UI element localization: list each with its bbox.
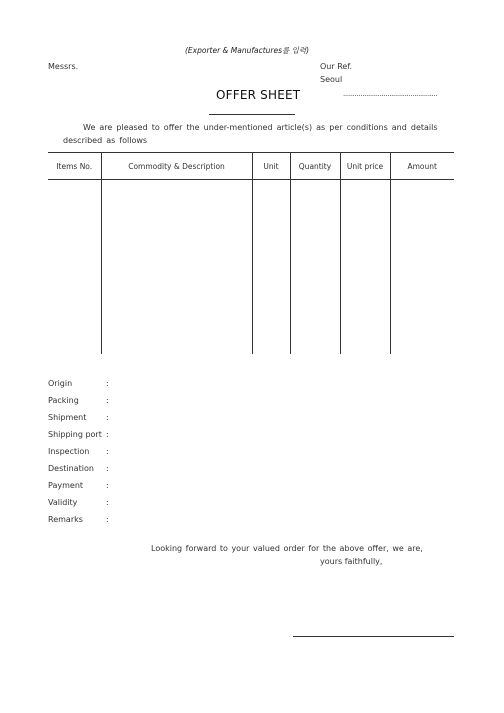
- condition-label-payment: Payment: [48, 481, 84, 490]
- page-title: OFFER SHEET: [216, 88, 301, 102]
- col-header-amount: Amount: [390, 153, 454, 180]
- col-header-unit-price: Unit price: [340, 153, 390, 180]
- condition-label-shipment: Shipment: [48, 413, 87, 422]
- condition-colon: :: [106, 515, 109, 524]
- cell-unit[interactable]: [252, 180, 290, 355]
- col-header-quantity: Quantity: [290, 153, 340, 180]
- messrs-label: Messrs.: [48, 62, 79, 71]
- our-ref-label: Our Ref.: [320, 62, 353, 71]
- condition-label-validity: Validity: [48, 498, 78, 507]
- condition-label-shipping-port: Shipping port: [48, 430, 102, 439]
- condition-colon: :: [106, 498, 109, 507]
- city-label: Seoul: [320, 75, 343, 84]
- exporter-note: (Exporter & Manufactures를 입력): [185, 46, 310, 55]
- closing-line-1: Looking forward to your valued order for the above offer, we are,: [151, 544, 423, 553]
- items-table: [48, 152, 454, 354]
- signature-line: [293, 636, 454, 637]
- intro-line-2: described as follows: [63, 136, 148, 145]
- cell-unit-price[interactable]: [340, 180, 390, 355]
- cell-items-no[interactable]: [48, 180, 101, 355]
- closing-line-2: yours faithfully,: [320, 557, 383, 566]
- condition-colon: :: [106, 481, 109, 490]
- condition-label-origin: Origin: [48, 379, 73, 388]
- condition-colon: :: [106, 396, 109, 405]
- condition-label-inspection: Inspection: [48, 447, 90, 456]
- col-header-items-no: Items No.: [48, 153, 101, 180]
- title-underline: [209, 114, 295, 115]
- condition-label-destination: Destination: [48, 464, 94, 473]
- condition-label-remarks: Remarks: [48, 515, 83, 524]
- intro-line-1: We are pleased to offer the under-mentioned article(s) as per conditions and details: [83, 123, 438, 132]
- condition-colon: :: [106, 430, 109, 439]
- table-row: [48, 180, 454, 355]
- cell-amount[interactable]: [390, 180, 454, 355]
- col-header-unit: Unit: [252, 153, 290, 180]
- table-header-row: [48, 153, 454, 180]
- condition-colon: :: [106, 464, 109, 473]
- condition-colon: :: [106, 379, 109, 388]
- condition-colon: :: [106, 447, 109, 456]
- cell-commodity[interactable]: [101, 180, 252, 355]
- date-dotted-line: .................................................: [343, 90, 438, 98]
- condition-colon: :: [106, 413, 109, 422]
- col-header-commodity: Commodity & Description: [101, 153, 252, 180]
- cell-quantity[interactable]: [290, 180, 340, 355]
- condition-label-packing: Packing: [48, 396, 79, 405]
